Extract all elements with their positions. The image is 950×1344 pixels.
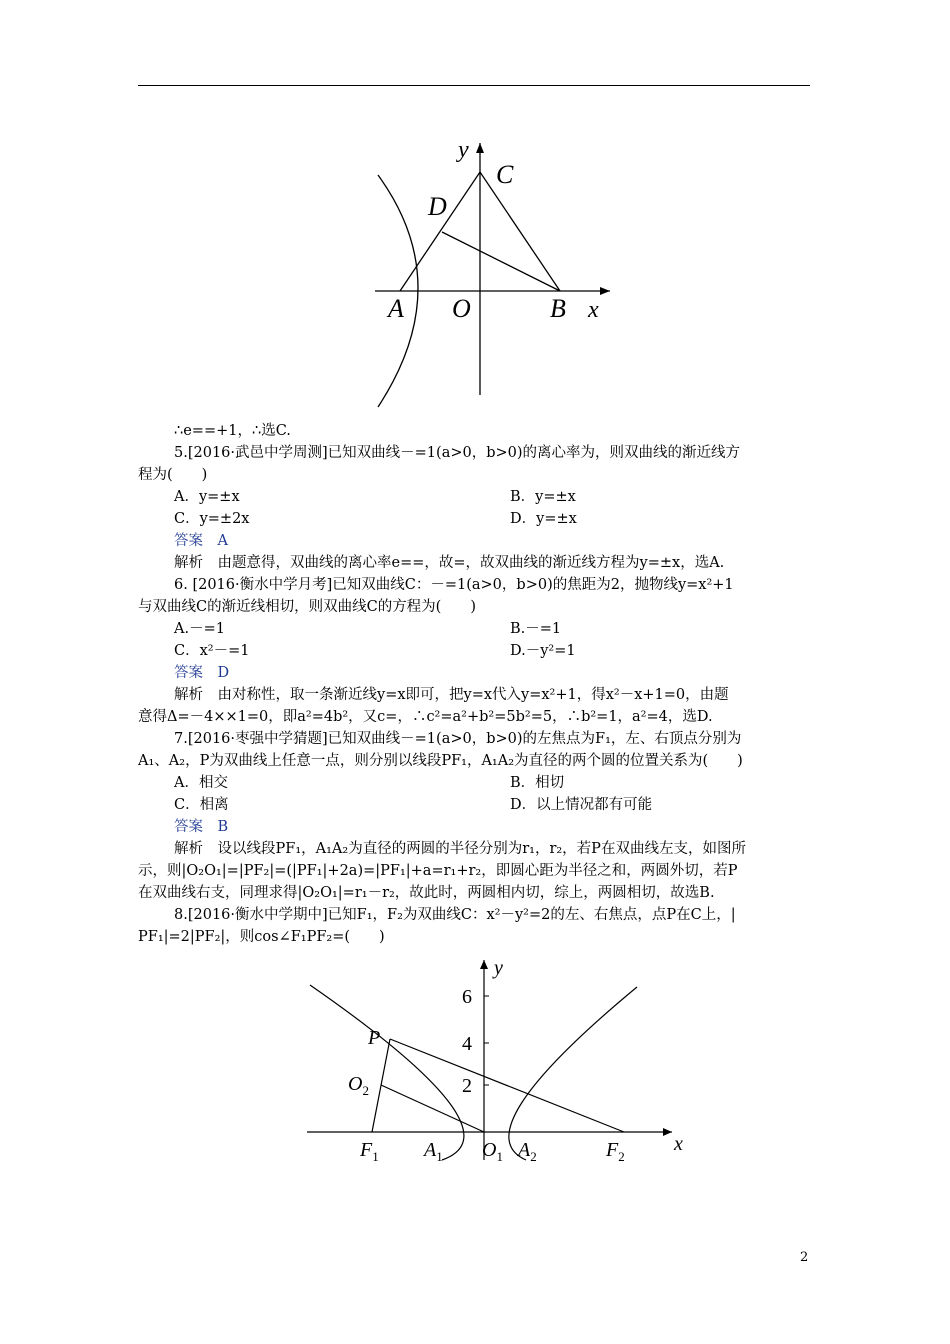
point-a1-label: $A_1$: [424, 1139, 443, 1162]
q5-answer: 答案 A: [174, 533, 228, 549]
point-o1-label: $O_1$: [482, 1139, 503, 1162]
q5-option-a: A．y=±x: [174, 489, 240, 505]
figure-triangle-hyperbola: [360, 125, 630, 420]
q7-analysis-cont2: 在双曲线右支，同理求得|O₂O₁|=r₁－r₂，故此时，两圆相内切，综上，两圆相切，故选B.: [138, 885, 715, 901]
q5-option-d: D．y=±x: [510, 511, 577, 527]
q7-options-row1: [138, 772, 810, 794]
q6-option-c: C．x²－=1: [174, 643, 250, 659]
q7-option-a: A．相交: [174, 775, 228, 791]
q8-stem-cont: PF₁|=2|PF₂|，则cos∠F₁PF₂=( ): [138, 929, 385, 945]
q6-answer: 答案 D: [174, 665, 230, 681]
q7-stem-cont: A₁、A₂，P为双曲线上任意一点，则分别以线段PF₁，A₁A₂为直径的两个圆的位置关系为( ): [138, 753, 743, 769]
header-rule: [138, 85, 810, 86]
q5-options-row2: [138, 508, 810, 530]
q8-stem: 8.[2016·衡水中学期中]已知F₁，F₂为双曲线C：x²－y²=2的左、右焦点，点P在C上，|: [174, 907, 736, 923]
q6-option-d: D.－y²=1: [510, 643, 576, 659]
q7-answer: 答案 B: [174, 819, 229, 835]
q6-options-row1: [138, 618, 810, 640]
q6-stem: 6. [2016·衡水中学月考]已知双曲线C：－=1(a>0，b>0)的焦距为2，抛物线y=x²+1: [174, 577, 734, 593]
origin-label: O: [452, 294, 471, 323]
text-line: ∴e==+1，∴选C.: [174, 423, 291, 439]
point-a2-label: $A_2$: [518, 1139, 537, 1162]
q5-option-b: B．y=±x: [510, 489, 576, 505]
q5-stem: 5.[2016·武邑中学周测]已知双曲线－=1(a>0，b>0)的离心率为，则双曲线的渐近线方: [174, 445, 741, 461]
q7-options-row2: [138, 794, 810, 816]
point-f1-label: $F_1$: [360, 1139, 379, 1162]
tick-2: 2: [462, 1075, 472, 1097]
q6-analysis: 解析 由对称性，取一条渐近线y=x即可，把y=x代入y=x²+1，得x²－x+1=0，由题: [174, 687, 729, 703]
text-body: [138, 420, 810, 948]
fig2-y-label: y: [494, 957, 503, 979]
q5-options-row1: [138, 486, 810, 508]
q6-option-a: A.－=1: [174, 621, 225, 637]
point-d-label: D: [428, 192, 447, 221]
q5-option-c: C．y=±2x: [174, 511, 250, 527]
q7-option-d: D．以上情况都有可能: [510, 797, 653, 813]
q5-stem-cont: 程为( ): [138, 467, 208, 483]
page-number: 2: [800, 1250, 809, 1265]
point-o2-label: $O_2$: [348, 1073, 369, 1098]
y-axis-label: y: [458, 137, 469, 163]
q6-analysis-cont: 意得Δ=－4××1=0，即a²=4b²，又c=，∴c²=a²+b²=5b²=5，∴b²=1，a²=4，选D.: [138, 709, 713, 725]
point-a-label: A: [388, 294, 404, 323]
point-c-label: C: [496, 160, 514, 189]
q7-stem: 7.[2016·枣强中学猜题]已知双曲线－=1(a>0，b>0)的左焦点为F₁，左、右顶点分别为: [174, 731, 742, 747]
q7-option-b: B．相切: [510, 775, 565, 791]
q6-stem-cont: 与双曲线C的渐近线相切，则双曲线C的方程为( ): [138, 599, 477, 615]
q7-analysis-cont1: 示，则|O₂O₁|=|PF₂|=(|PF₁|+2a)=|PF₁|+a=r₁+r₂，即圆心距为半径之和，两圆外切，若P: [138, 863, 738, 879]
tick-6: 6: [462, 986, 472, 1008]
q7-option-c: C．相离: [174, 797, 229, 813]
figure-hyperbola-foci: [302, 952, 694, 1162]
point-f2-label: $F_2$: [606, 1139, 625, 1162]
point-p-label: P: [368, 1027, 381, 1049]
q7-analysis: 解析 设以线段PF₁，A₁A₂为直径的两圆的半径分别为r₁，r₂，若P在双曲线左支，如图所: [174, 841, 746, 857]
fig2-x-label: x: [674, 1133, 683, 1155]
q6-options-row2: [138, 640, 810, 662]
tick-4: 4: [462, 1033, 472, 1055]
point-b-label: B: [550, 294, 566, 323]
q6-option-b: B.－=1: [510, 621, 562, 637]
x-axis-label: x: [588, 297, 599, 323]
q5-analysis: 解析 由题意得，双曲线的离心率e==，故=，故双曲线的渐近线方程为y=±x，选A.: [174, 555, 725, 571]
